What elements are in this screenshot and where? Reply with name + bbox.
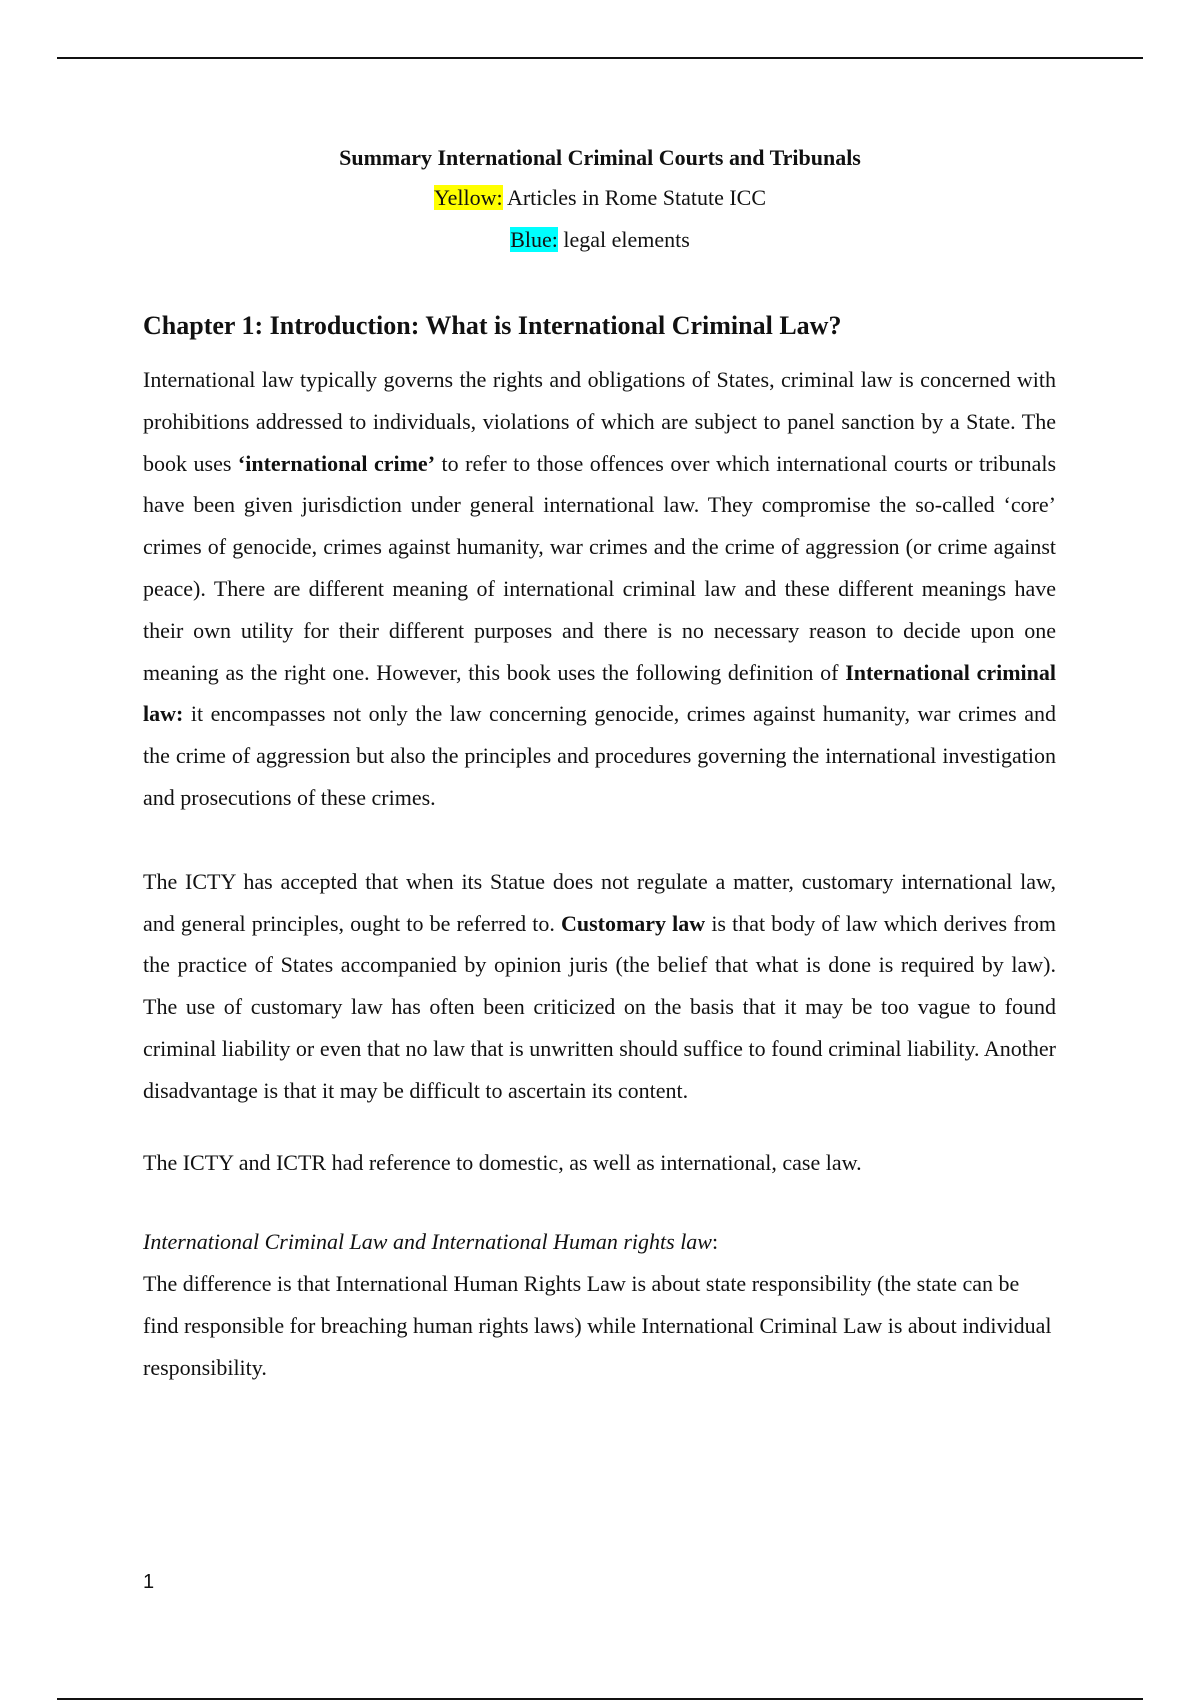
term-customary-law: Customary law (560, 910, 706, 936)
chapter-heading: Chapter 1: Introduction: What is International Criminal Law? (143, 311, 842, 340)
term-international-crime: ‘international crime’ (237, 450, 436, 476)
paragraph-intro (143, 359, 1056, 819)
paragraph-intro-text-1: International law typically governs the rights and obligations of States, criminal law is concerned with prohibitions addressed to individuals, violations of which are subject to panel sanction by a State. The book uses (143, 367, 1056, 476)
paragraph-intro-text-2: to refer to those offences over which international courts or tribunals have been given jurisdiction under general international law. They compromise the so-called ‘core’ crimes of genocide, crimes against humanity, war crimes and the crime of aggression (or crime against peace). There are different meaning of international criminal law and these different meanings have their own utility for their different purposes and there is no necessary reason to decide upon one meaning as the right one. However, this book uses the following definition of (143, 450, 1057, 685)
paragraph-customary-text-2: is that body of law which derives from the practice of States accompanied by opinion juris (the belief that what is done is required by law). The use of customary law has often been criticized on the basis that it may be too vague to found criminal liability or even that no law that is unwritten should suffice to found criminal liability. Another disadvantage is that it may be difficult to ascertain its content. (143, 910, 1056, 1103)
paragraph-customary-text-1: The ICTY has accepted that when its Statue does not regulate a matter, customary international law, and general principles, ought to be referred to. (143, 868, 1056, 936)
subheading-text: International Criminal Law and International Human rights law (143, 1229, 712, 1255)
legend-blue (0, 225, 1200, 255)
paragraph-customary-law (143, 861, 1056, 1112)
legend-yellow (0, 183, 1200, 213)
yellow-highlight-label: Yellow: (433, 185, 503, 210)
paragraph-difference: The difference is that International Human Rights Law is about state responsibility (the state can be find responsible for breaching human rights laws) while International Criminal Law is about individual responsibility. (143, 1271, 1052, 1380)
document-body (143, 359, 1056, 1389)
paragraph-intro-text-3: it encompasses not only the law concerning genocide, crimes against humanity, war crimes and the crime of aggression but also the principles and procedures governing the international investigation and prosecutions of these crimes. (143, 701, 1056, 810)
subheading-colon: : (711, 1229, 719, 1255)
subheading-icl-ihrl (143, 1221, 1056, 1263)
blue-highlight-label: Blue: (510, 227, 558, 252)
page-number: 1 (143, 1571, 155, 1593)
document-title: Summary International Criminal Courts and Tribunals (339, 145, 861, 170)
paragraph-case-law: The ICTY and ICTR had reference to domestic, as well as international, case law. (143, 1149, 862, 1175)
term-international-criminal-law: International criminal law: (143, 659, 1056, 727)
yellow-legend-text: Articles in Rome Statute ICC (502, 185, 767, 210)
header-rule (57, 57, 1143, 59)
blue-legend-text: legal elements (557, 227, 690, 252)
